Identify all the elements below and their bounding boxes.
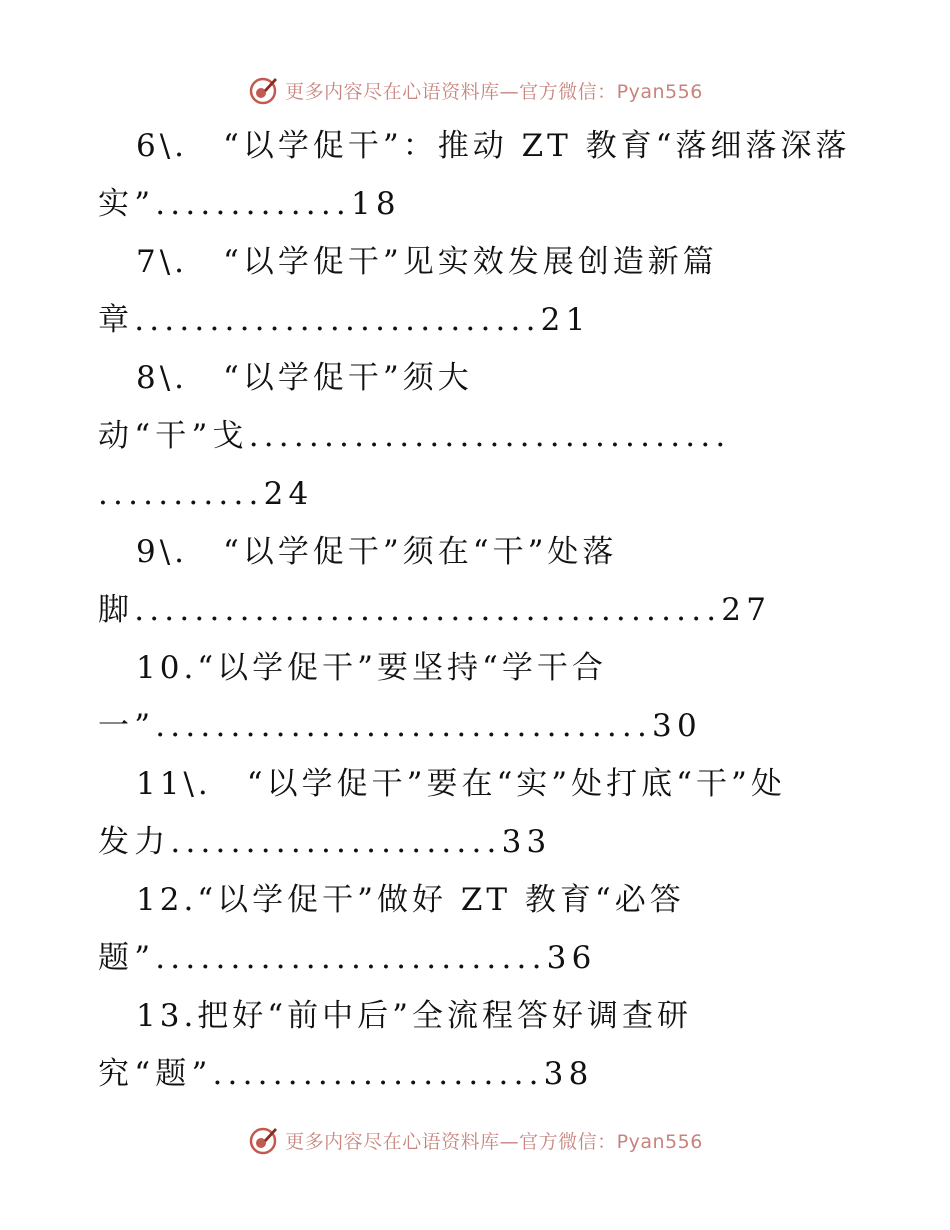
toc-entry-12-title[interactable]: 12.“以学促干”做好 ZT 教育“必答	[136, 882, 685, 918]
toc-entry-11-title[interactable]: 11\. “以学促干”要在“实”处打底“干”处	[136, 766, 786, 802]
toc-entry-13-page[interactable]: 究“题”......................38	[98, 1056, 594, 1092]
toc-entry-13-title[interactable]: 13.把好“前中后”全流程答好调查研	[136, 998, 692, 1034]
toc-entry-9-page[interactable]: 脚.......................................27	[98, 592, 772, 628]
toc-entry-12-page[interactable]: 题”..........................36	[98, 940, 597, 976]
toc-entry-7-title[interactable]: 7\. “以学促干”见实效发展创造新篇	[136, 244, 718, 280]
table-of-contents	[98, 117, 898, 1103]
pen-logo-icon	[247, 74, 279, 106]
toc-entry-8-continuation[interactable]: 动“干”戈................................	[98, 418, 731, 454]
toc-entry-9-title[interactable]: 9\. “以学促干”须在“干”处落	[136, 534, 618, 570]
pen-logo-icon	[247, 1124, 279, 1156]
toc-entry-10-page[interactable]: 一”.................................30	[98, 708, 702, 744]
toc-entry-8-title[interactable]: 8\. “以学促干”须大	[136, 360, 473, 396]
toc-entry-10-title[interactable]: 10.“以学促干”要坚持“学干合	[136, 650, 607, 686]
toc-entry-11-page[interactable]: 发力......................33	[98, 824, 552, 860]
header-banner	[0, 70, 950, 110]
toc-entry-6-title[interactable]: 6\. “以学促干”：推动 ZT 教育“落细落深落	[136, 128, 851, 164]
toc-entry-8-page[interactable]: ...........24	[98, 476, 314, 512]
header-banner-text: 更多内容尽在心语资料库—官方微信：Pyan556	[285, 80, 703, 103]
footer-banner-text: 更多内容尽在心语资料库—官方微信：Pyan556	[285, 1130, 703, 1153]
footer-banner	[0, 1120, 950, 1160]
toc-entry-7-page[interactable]: 章...........................21	[98, 302, 591, 338]
toc-entry-6-page[interactable]: 实”.............18	[98, 186, 401, 222]
